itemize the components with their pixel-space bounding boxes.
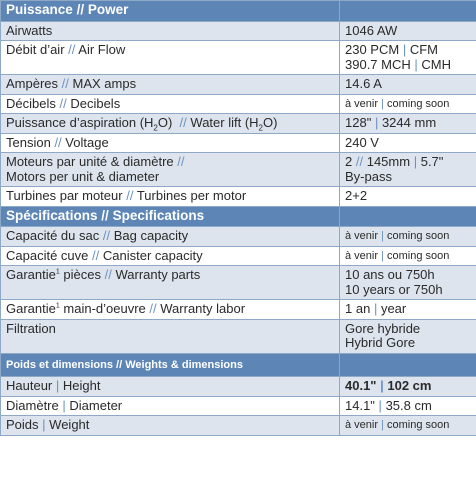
label-warranty-labor: Garantie$^1$ main-d’oeuvre // Warranty labor: [1, 300, 340, 320]
row-airflow: [1, 41, 476, 75]
row-filtration: [1, 319, 476, 353]
label-voltage: Tension // Voltage: [1, 133, 340, 153]
row-height: [1, 377, 476, 397]
row-waterlift: [1, 114, 476, 134]
label-waterlift: Puissance d’aspiration $(H_2O)$ // Water lift $(H_2O)$: [1, 114, 340, 134]
value-voltage: 240 V: [340, 133, 476, 153]
value-motors: 2 // 145mm | 5.7" By-pass: [340, 153, 476, 187]
value-waterlift: 128" | 3244 mm: [340, 114, 476, 134]
row-turbines: [1, 187, 476, 207]
value-warranty-parts: 10 ans ou 750h 10 years or 750h: [340, 266, 476, 300]
label-warranty-parts: Garantie$^1$ pièces // Warranty parts: [1, 266, 340, 300]
value-filtration: Gore hybride Hybrid Gore: [340, 319, 476, 353]
row-decibels: [1, 94, 476, 114]
row-bag: [1, 227, 476, 247]
row-voltage: [1, 133, 476, 153]
value-airflow: 230 PCM | CFM 390.7 MCH | CMH: [340, 41, 476, 75]
label-airwatts: Airwatts: [1, 21, 340, 41]
section-title-power: Puissance // Power: [1, 1, 340, 22]
section-header-weights: [1, 353, 476, 377]
label-airflow: Débit d’air // Air Flow: [1, 41, 340, 75]
value-bag: à venir | coming soon: [340, 227, 476, 247]
row-diameter: [1, 396, 476, 416]
label-turbines: Turbines par moteur // Turbines per motor: [1, 187, 340, 207]
section-header-specs: [1, 206, 476, 227]
value-diameter: 14.1" | 35.8 cm: [340, 396, 476, 416]
value-height: 40.1" | 102 cm: [340, 377, 476, 397]
label-height: Hauteur | Height: [1, 377, 340, 397]
row-airwatts: [1, 21, 476, 41]
label-bag: Capacité du sac // Bag capacity: [1, 227, 340, 247]
row-warranty-labor: [1, 300, 476, 320]
value-warranty-labor: 1 an | year: [340, 300, 476, 320]
label-canister: Capacité cuve // Canister capacity: [1, 246, 340, 266]
value-decibels: à venir | coming soon: [340, 94, 476, 114]
row-motors: [1, 153, 476, 187]
label-diameter: Diamètre | Diameter: [1, 396, 340, 416]
row-amps: [1, 75, 476, 95]
section-title-weights: Poids et dimensions // Weights & dimensions: [1, 353, 340, 377]
section-header-power: [1, 1, 476, 22]
value-amps: 14.6 A: [340, 75, 476, 95]
label-weight: Poids | Weight: [1, 416, 340, 436]
row-warranty-parts: [1, 266, 476, 300]
label-filtration: Filtration: [1, 319, 340, 353]
section-title-specs: Spécifications // Specifications: [1, 206, 340, 227]
label-motors: Moteurs par unité & diamètre // Motors per unit & diameter: [1, 153, 340, 187]
label-amps: Ampères // MAX amps: [1, 75, 340, 95]
row-weight: [1, 416, 476, 436]
value-turbines: 2+2: [340, 187, 476, 207]
row-canister: [1, 246, 476, 266]
label-decibels: Décibels // Decibels: [1, 94, 340, 114]
value-canister: à venir | coming soon: [340, 246, 476, 266]
value-weight: à venir | coming soon: [340, 416, 476, 436]
value-airwatts: 1046 AW: [340, 21, 476, 41]
